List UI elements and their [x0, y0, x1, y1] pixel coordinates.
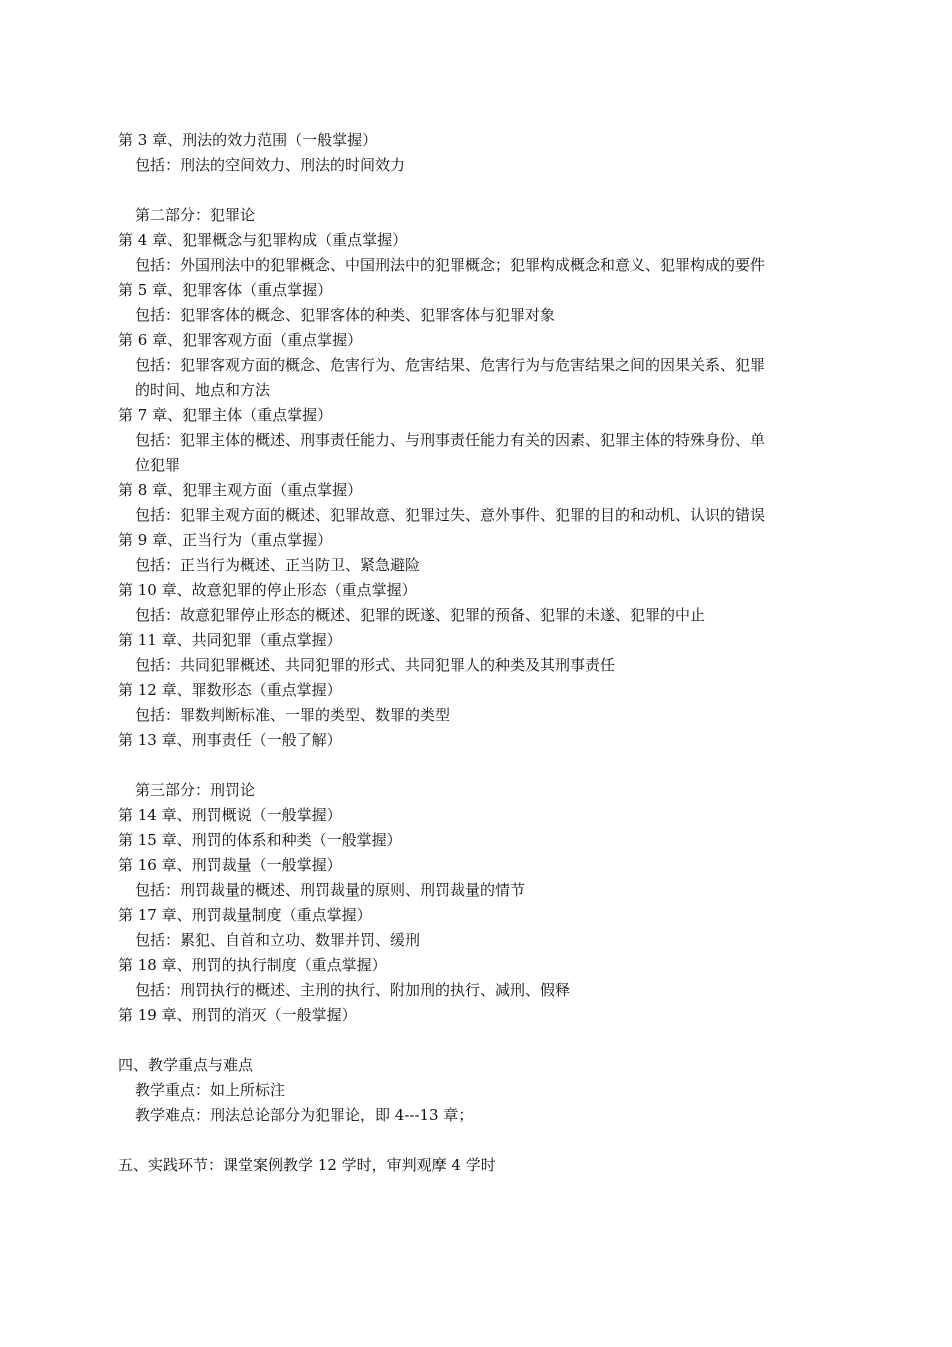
chapter-13-heading: 第 13 章、刑事责任（一般了解）: [118, 731, 342, 749]
section-5-heading: 五、实践环节：课堂案例教学 12 学时，审判观摩 4 学时: [118, 1156, 496, 1174]
chapter-15-heading: 第 15 章、刑罚的体系和种类（一般掌握）: [118, 831, 402, 849]
chapter-4-detail: 包括：外国刑法中的犯罪概念、中国刑法中的犯罪概念；犯罪构成概念和意义、犯罪构成的要件: [135, 256, 766, 274]
chapter-9-detail: 包括：正当行为概述、正当防卫、紧急避险: [135, 556, 421, 574]
chapter-8-heading: 第 8 章、犯罪主观方面（重点掌握）: [118, 481, 363, 499]
spacer: [118, 178, 838, 203]
chapter-9-heading: 第 9 章、正当行为（重点掌握）: [118, 531, 333, 549]
spacer: [118, 1028, 838, 1053]
teaching-difficulty: 教学难点：刑法总论部分为犯罪论，即 4---13 章；: [135, 1106, 474, 1124]
chapter-7-detail: 包括：犯罪主体的概述、刑事责任能力、与刑事责任能力有关的因素、犯罪主体的特殊身份、单: [135, 431, 766, 449]
chapter-5-detail: 包括：犯罪客体的概念、犯罪客体的种类、犯罪客体与犯罪对象: [135, 306, 556, 324]
chapter-14-heading: 第 14 章、刑罚概说（一般掌握）: [118, 806, 342, 824]
chapter-16-heading: 第 16 章、刑罚裁量（一般掌握）: [118, 856, 342, 874]
chapter-6-detail-cont: 的时间、地点和方法: [135, 381, 271, 399]
chapter-10-heading: 第 10 章、故意犯罪的停止形态（重点掌握）: [118, 581, 417, 599]
chapter-8-detail: 包括：犯罪主观方面的概述、犯罪故意、犯罪过失、意外事件、犯罪的目的和动机、认识的错误: [135, 506, 766, 524]
chapter-18-heading: 第 18 章、刑罚的执行制度（重点掌握）: [118, 956, 387, 974]
document-body: [118, 128, 838, 1178]
chapter-12-detail: 包括：罪数判断标准、一罪的类型、数罪的类型: [135, 706, 451, 724]
chapter-12-heading: 第 12 章、罪数形态（重点掌握）: [118, 681, 342, 699]
chapter-17-heading: 第 17 章、刑罚裁量制度（重点掌握）: [118, 906, 372, 924]
chapter-18-detail: 包括：刑罚执行的概述、主刑的执行、附加刑的执行、减刑、假释: [135, 981, 571, 999]
spacer: [118, 1128, 838, 1153]
chapter-11-heading: 第 11 章、共同犯罪（重点掌握）: [118, 631, 342, 649]
chapter-16-detail: 包括：刑罚裁量的概述、刑罚裁量的原则、刑罚裁量的情节: [135, 881, 526, 899]
chapter-4-heading: 第 4 章、犯罪概念与犯罪构成（重点掌握）: [118, 231, 408, 249]
chapter-19-heading: 第 19 章、刑罚的消灭（一般掌握）: [118, 1006, 357, 1024]
chapter-11-detail: 包括：共同犯罪概述、共同犯罪的形式、共同犯罪人的种类及其刑事责任: [135, 656, 616, 674]
part-3-heading: 第三部分：刑罚论: [135, 781, 256, 799]
chapter-3-detail: 包括：刑法的空间效力、刑法的时间效力: [135, 156, 406, 174]
spacer: [118, 753, 838, 778]
section-4-heading: 四、教学重点与难点: [118, 1056, 254, 1074]
chapter-6-heading: 第 6 章、犯罪客观方面（重点掌握）: [118, 331, 363, 349]
teaching-focus: 教学重点：如上所标注: [135, 1081, 286, 1099]
chapter-7-detail-cont: 位犯罪: [135, 456, 181, 474]
chapter-10-detail: 包括：故意犯罪停止形态的概述、犯罪的既遂、犯罪的预备、犯罪的未遂、犯罪的中止: [135, 606, 706, 624]
chapter-6-detail: 包括：犯罪客观方面的概念、危害行为、危害结果、危害行为与危害结果之间的因果关系、犯罪: [135, 356, 766, 374]
part-2-heading: 第二部分：犯罪论: [135, 206, 256, 224]
chapter-7-heading: 第 7 章、犯罪主体（重点掌握）: [118, 406, 333, 424]
chapter-3-heading: 第 3 章、刑法的效力范围（一般掌握）: [118, 131, 378, 149]
chapter-17-detail: 包括：累犯、自首和立功、数罪并罚、缓刑: [135, 931, 421, 949]
chapter-5-heading: 第 5 章、犯罪客体（重点掌握）: [118, 281, 333, 299]
